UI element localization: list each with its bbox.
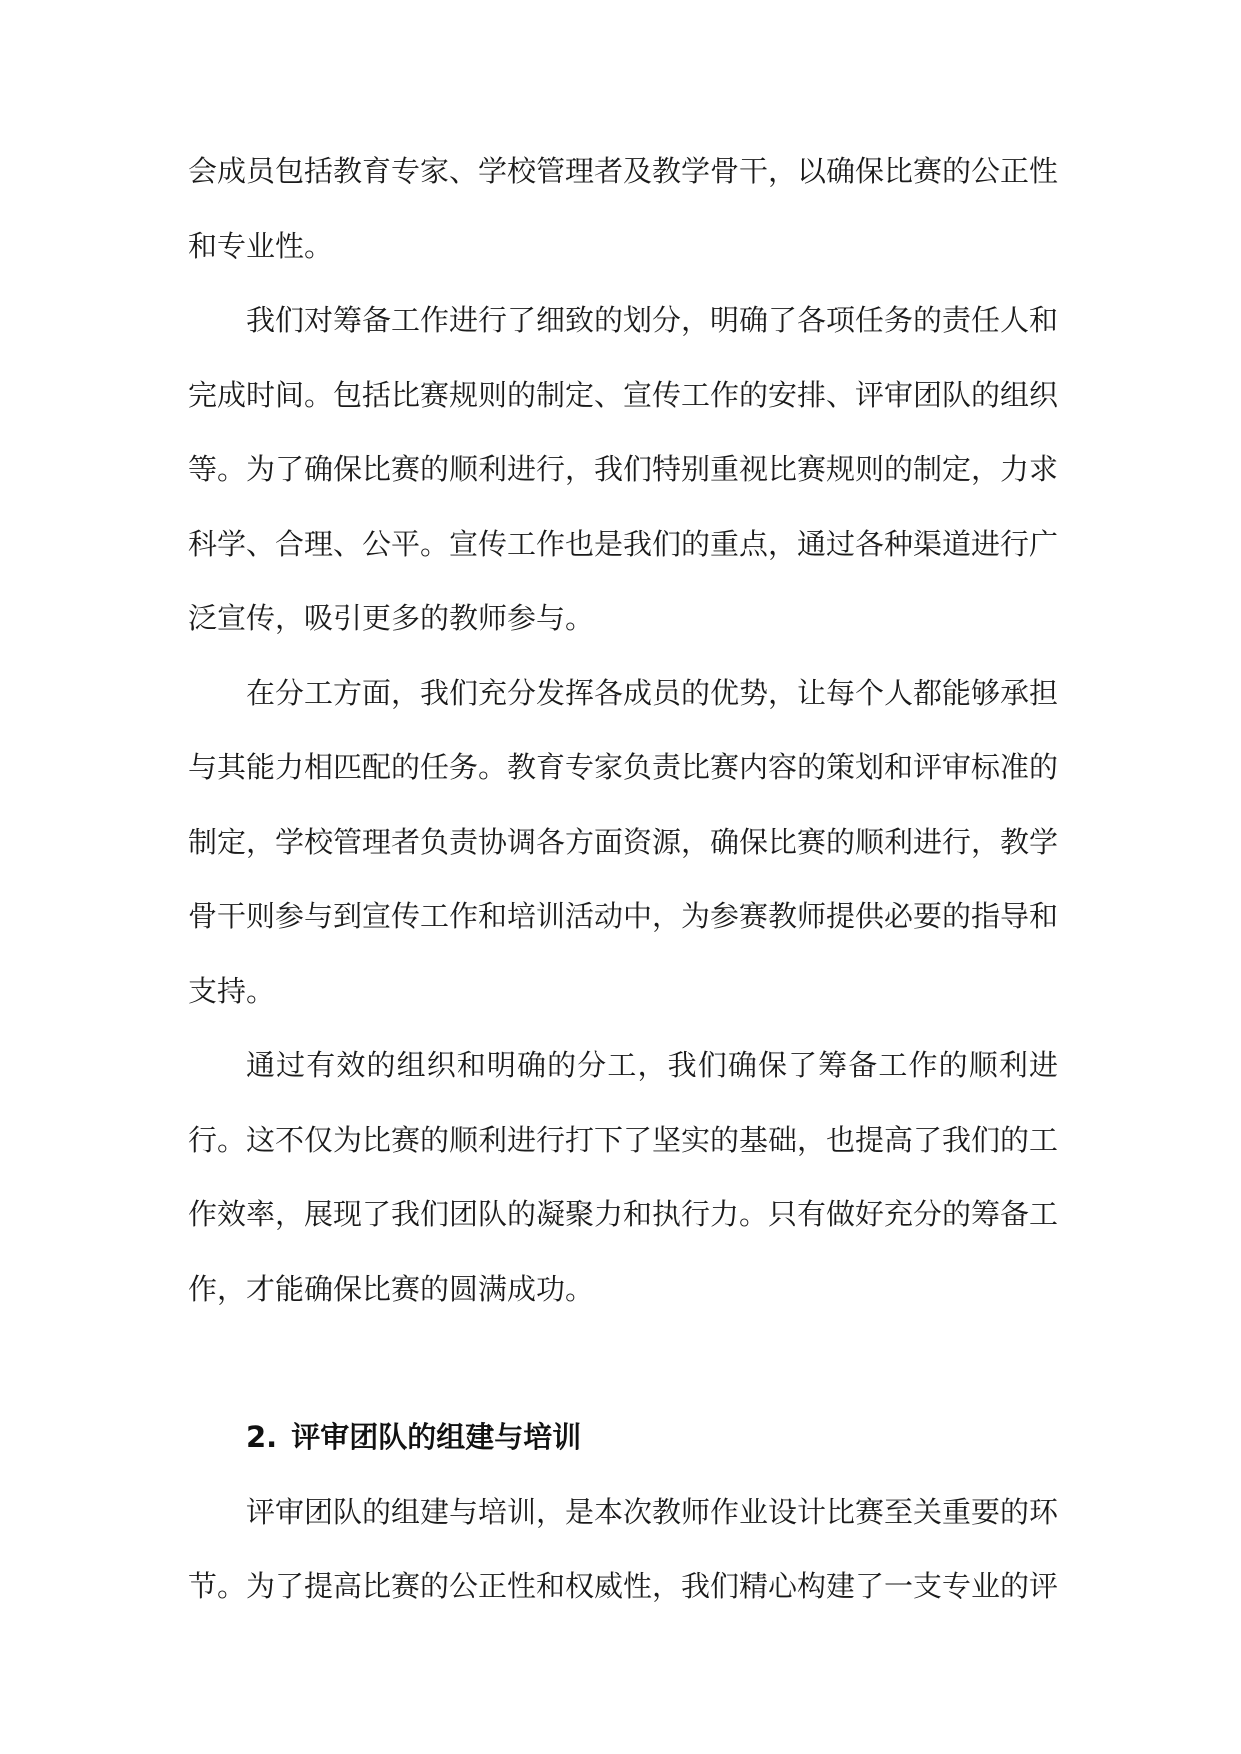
section-title: 评审团队的组建与培训 <box>291 1420 582 1454</box>
paragraph-role-assignment: 在分工方面，我们充分发挥各成员的优势，让每个人都能够承担与其能力相匹配的任务。教育专家负责比赛内容的策划和评审标准的制定，学校管理者负责协调各方面资源，确保比赛的顺利进行，教学骨干则参与到宣传工作和培训活动中，为参赛教师提供必要的指导和支持。 <box>188 675 1059 1008</box>
paragraph-review-team: 评审团队的组建与培训，是本次教师作业设计比赛至关重要的环节。为了提高比赛的公正性和权威性，我们精心构建了一支专业的评 <box>188 1494 1059 1603</box>
section-number: 2. <box>246 1420 278 1454</box>
paragraph-continued: 会成员包括教育专家、学校管理者及教学骨干，以确保比赛的公正性和专业性。 <box>188 154 1059 263</box>
section-heading <box>188 1400 1058 1475</box>
document-body <box>188 134 1058 1624</box>
paragraph-task-division: 我们对筹备工作进行了细致的划分，明确了各项任务的责任人和完成时间。包括比赛规则的制定、宣传工作的安排、评审团队的组织等。为了确保比赛的顺利进行，我们特别重视比赛规则的制定，力求科学、合理、公平。宣传工作也是我们的重点，通过各种渠道进行广泛宣传，吸引更多的教师参与。 <box>188 303 1059 635</box>
paragraph-summary: 通过有效的组织和明确的分工，我们确保了筹备工作的顺利进行。这不仅为比赛的顺利进行打下了坚实的基础，也提高了我们的工作效率，展现了我们团队的凝聚力和执行力。只有做好充分的筹备工作，才能确保比赛的圆满成功。 <box>188 1048 1059 1306</box>
